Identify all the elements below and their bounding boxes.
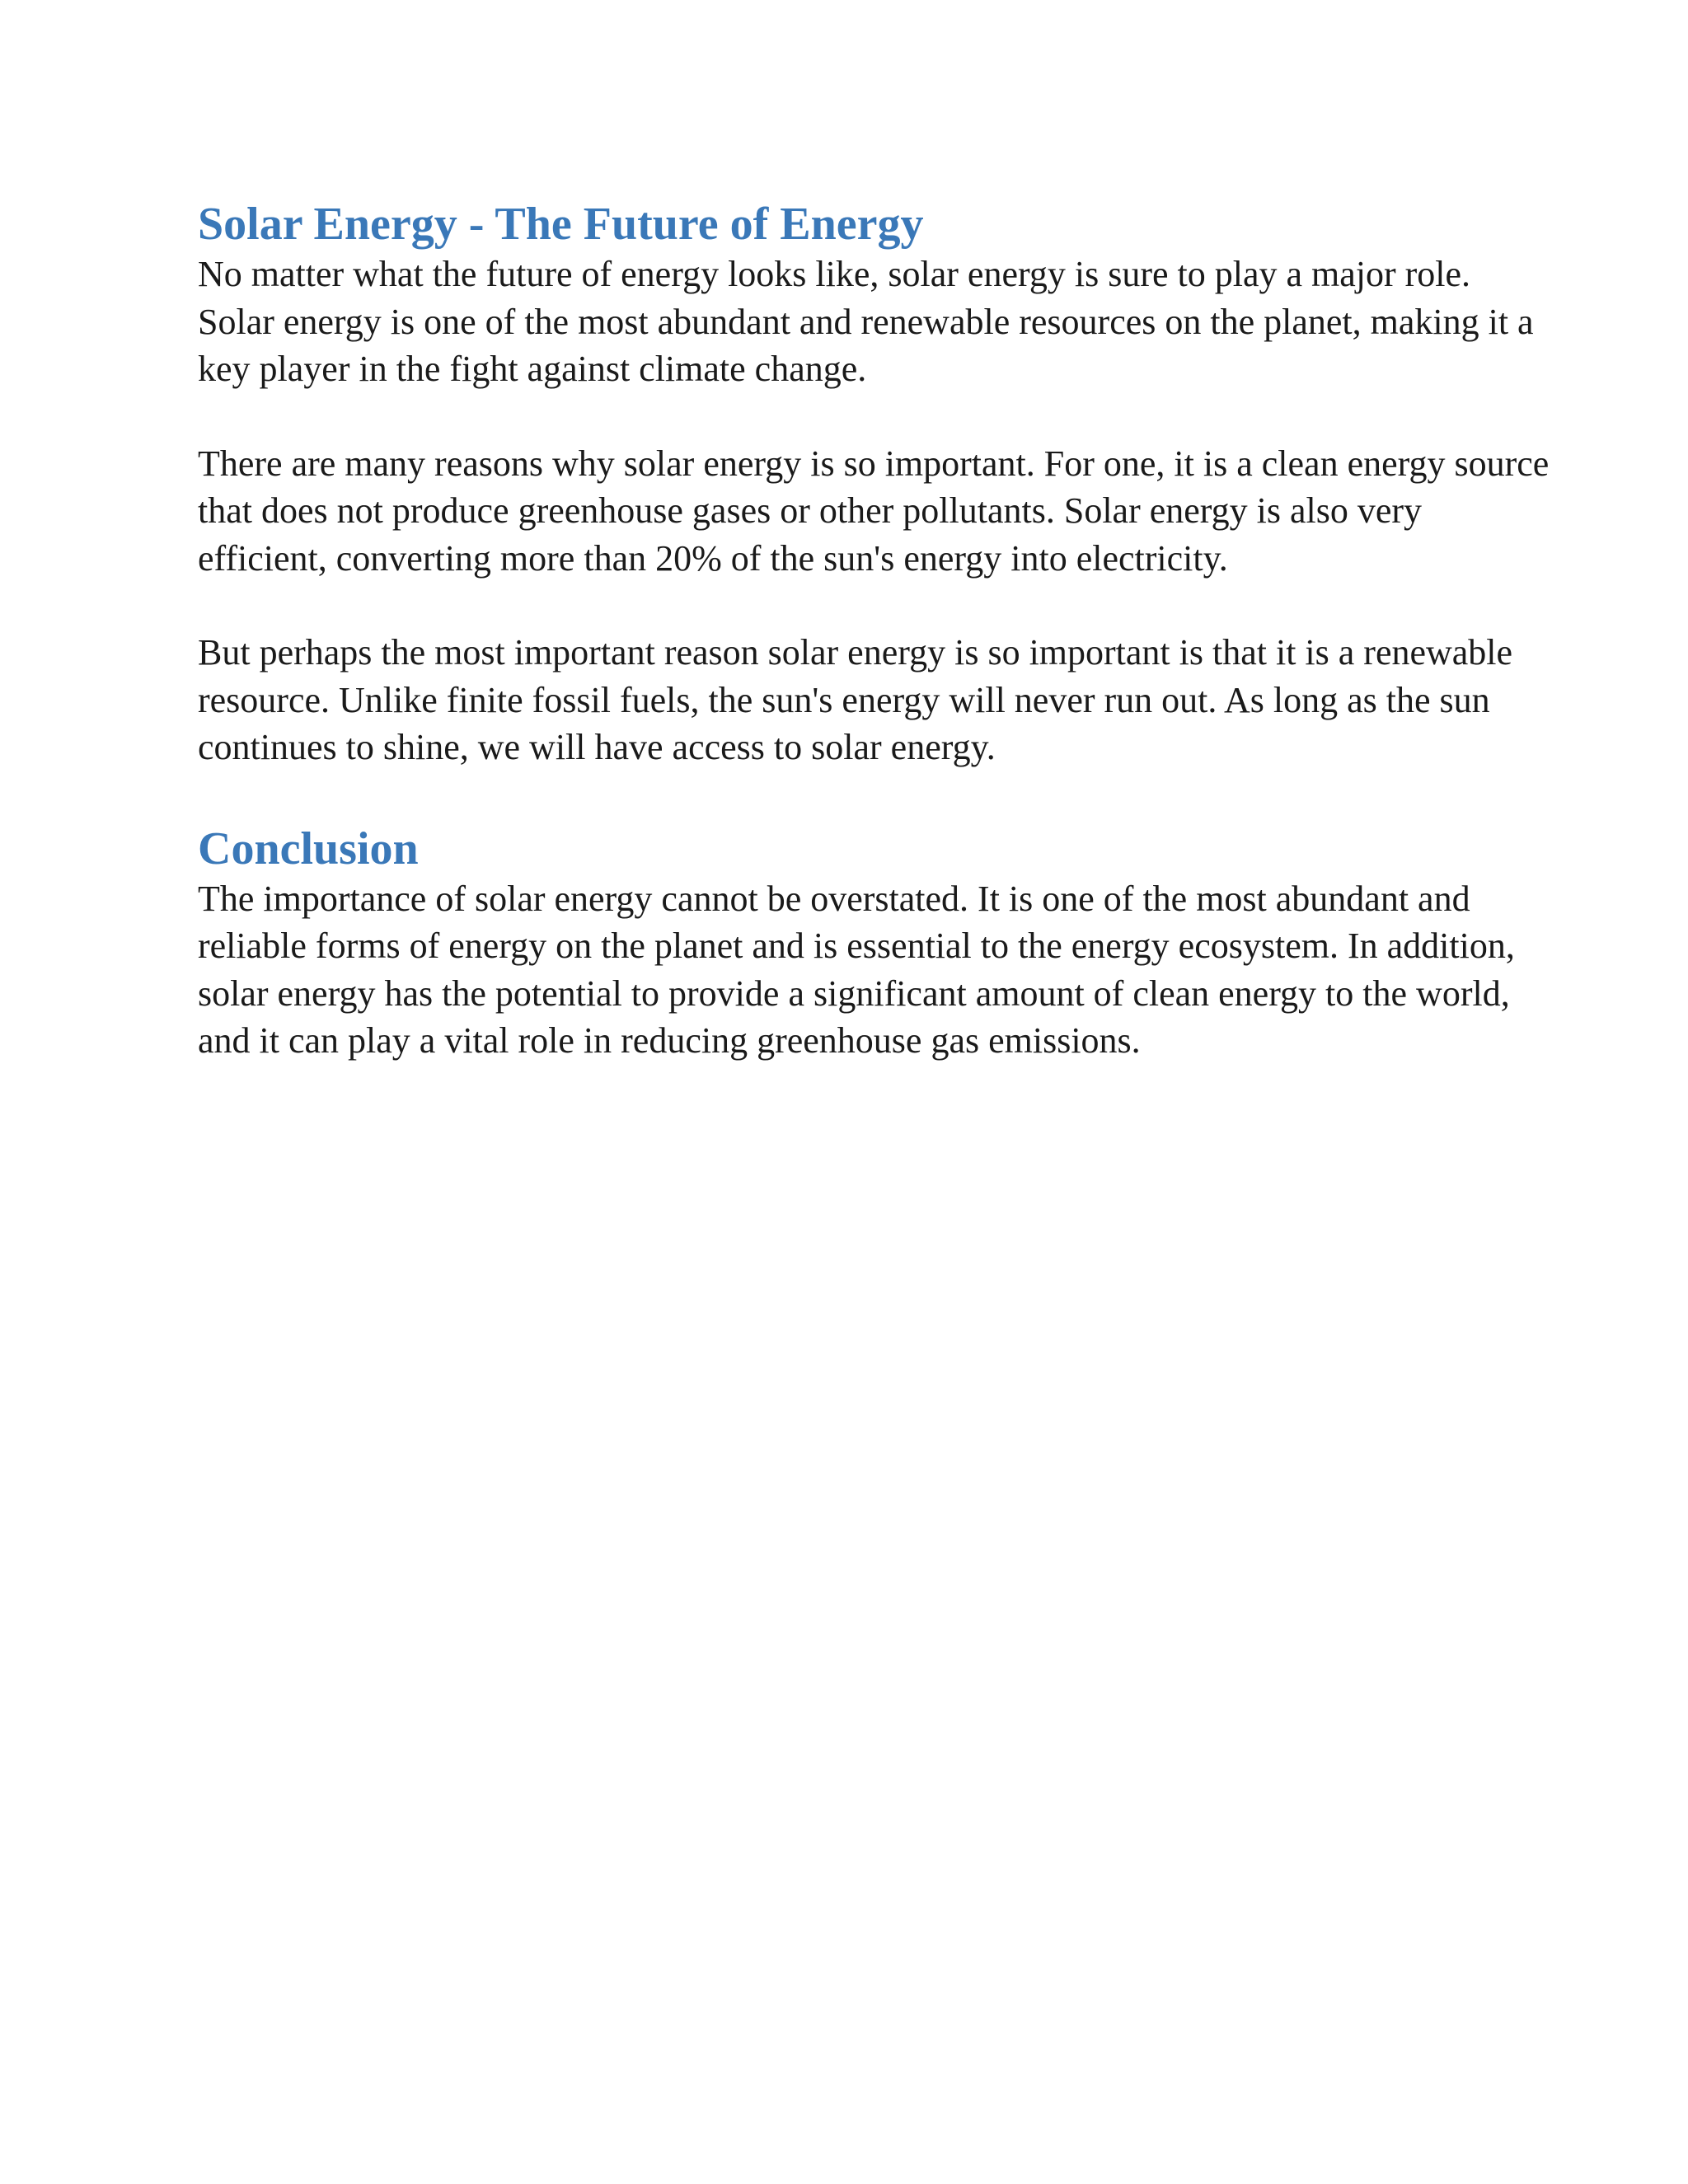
conclusion-paragraph: The importance of solar energy cannot be overstated. It is one of the most abundant and reliable forms of energy on the planet and is essential to the energy ecosystem. In addition, solar energy has the potential to provide a significant amount of clean energy to the world, and it can play a vital role in reducing greenhouse gas emissions. bbox=[198, 878, 1515, 1061]
reasons-paragraph: There are many reasons why solar energy is so important. For one, it is a clean energy source that does not produce greenhouse gases or other pollutants. Solar energy is also very efficient, converting more than 20% of the sun's energy into electricity. bbox=[198, 443, 1550, 579]
renewable-paragraph: But perhaps the most important reason solar energy is so important is that it is a renewable resource. Unlike finite fossil fuels, the sun's energy will never run out. As long as the sun continues to shine, we will have access to solar energy. bbox=[198, 632, 1513, 767]
intro-paragraph: No matter what the future of energy looks like, solar energy is sure to play a major role. Solar energy is one of the most abundant and renewable resources on the planet, making it a key player in the fight against climate change. bbox=[198, 254, 1534, 389]
page-title: Solar Energy - The Future of Energy bbox=[198, 199, 924, 250]
document-body bbox=[198, 198, 1550, 1065]
conclusion-heading: Conclusion bbox=[198, 823, 419, 874]
